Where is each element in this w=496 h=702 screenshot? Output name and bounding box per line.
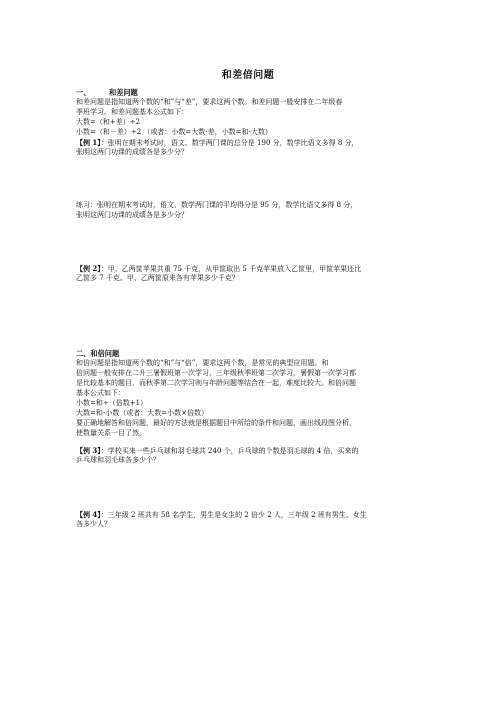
example-4-label: 【例 4】	[76, 510, 101, 519]
section-1-heading	[76, 88, 138, 98]
section-2-method-line-2: 使数量关系一目了然。	[76, 429, 146, 437]
example-4-line-2: 各多少人？	[76, 520, 111, 528]
example-3-text: ：学校买来一些乒乓球和羽毛球共 240 个，乒乓球的个数是羽毛球的 4 倍，买来的	[100, 447, 359, 455]
document-title: 和差倍问题	[221, 70, 275, 81]
example-2-label: 【例 2】	[76, 264, 101, 273]
section-1-title: 和差问题	[109, 88, 138, 97]
example-1-text: ：张明在期末考试时，语文、数学两门课的总分是 190 分，数学比语文多得 8 分，	[100, 139, 359, 147]
example-4-text: ：三年级 2 班共有 58 名学生，男生是女生的 2 倍少 2 人，三年级 2 班有男生、女生	[100, 511, 367, 519]
example-1-label: 【例 1】	[76, 138, 101, 147]
section-2-formula-1: 小数=和÷（倍数+1）	[76, 399, 148, 407]
section-2-intro-line-3: 是比较基本的题目，而秋季第二次学习则与年龄问题等结合在一起，难度比较大。和倍问题	[76, 379, 356, 387]
example-4-line-1	[76, 510, 367, 520]
section-1-formula-1: 大数=（和+差）÷2	[76, 118, 141, 126]
example-2-text: ：甲、乙两筐苹果共重 75 千克，从甲筐取出 5 千克苹果放入乙筐里，甲筐苹果还比	[100, 265, 362, 273]
example-3-label: 【例 3】	[76, 446, 101, 455]
section-2-intro-line-1: 和倍问题是指知道两个数的“和”与“倍”，要求这两个数，是常见的典型应用题。和	[76, 359, 329, 367]
example-2-line-2: 乙筐多 7 千克。甲、乙两筐原来各有苹果多少千克？	[76, 274, 239, 282]
practice-line-2: 张明这两门功课的成绩各是多少分？	[76, 211, 188, 219]
example-3-line-1	[76, 446, 359, 456]
section-2-method-line-1: 要正确地解答和倍问题，最好的方法就是根据题目中所给的条件和问题，画出线段图分析，	[76, 419, 356, 427]
section-1-intro-line-2: 季班学习。和差问题基本公式如下：	[76, 108, 188, 116]
section-1-formula-2: 小数=（和－差）÷2 （或者：小数=大数-差，小数=和-大数）	[76, 128, 272, 136]
example-1-line-1	[76, 138, 359, 148]
section-2-intro-line-4: 基本公式如下：	[76, 389, 125, 397]
example-2-line-1	[76, 264, 361, 274]
section-1-number: 一、	[76, 88, 91, 97]
section-2-intro-line-2: 倍问题一般安排在二升三暑假班第一次学习，三年级秋季班第二次学习，暑假第一次学习都	[76, 369, 356, 377]
section-2-heading: 二、和倍问题	[76, 349, 120, 358]
practice-line-1: 练习：张明在期末考试时，语文、数学两门课的平均得分是 95 分，数学比语文多得 8 分，	[76, 201, 358, 209]
section-2-formula-2: 大数=和-小数（或者：大数=小数×倍数）	[76, 409, 208, 417]
example-3-line-2: 乒乓球和羽毛球各多少个？	[76, 456, 160, 464]
example-1-line-2: 张明这两门功课的成绩各是多少分？	[76, 148, 188, 156]
section-1-intro-line-1: 和差问题是指知道两个数的“和”与“差”，要求这两个数。和差问题一般安排在二年级春	[76, 98, 343, 106]
